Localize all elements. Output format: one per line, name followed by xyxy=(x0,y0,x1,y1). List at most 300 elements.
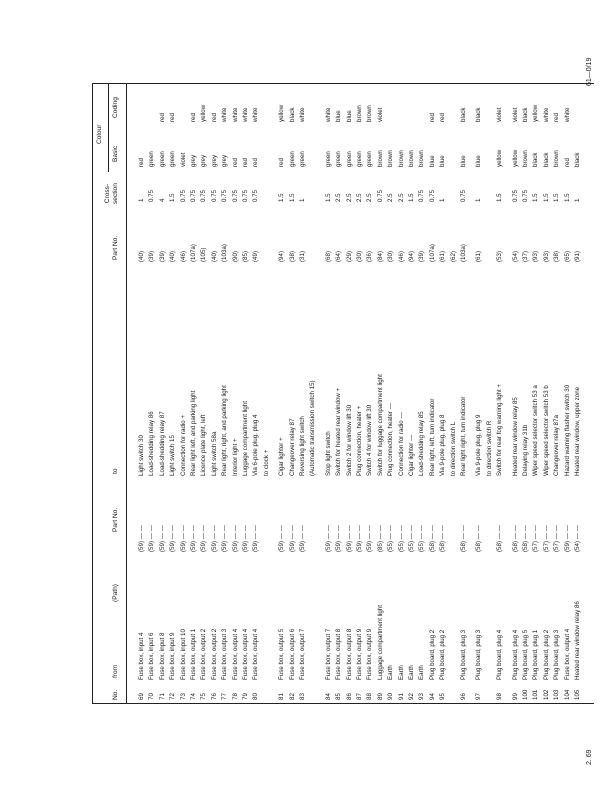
cell-to: Cigar lighter — xyxy=(408,434,415,476)
cell-coding: red xyxy=(439,113,447,122)
cell-basic: brown xyxy=(397,150,405,167)
footer-page-number: 61—0/19 xyxy=(586,57,593,86)
cell-from: Plug board, plug 2 xyxy=(439,629,447,680)
cell-pn1: (54) — — xyxy=(574,525,581,552)
cell-basic: green xyxy=(324,151,332,167)
cell-basic: grey xyxy=(200,154,208,167)
cell-basic: green xyxy=(335,151,343,167)
cell-pn2: (36) xyxy=(366,250,374,262)
cell-pn1: (57) — — xyxy=(542,525,550,552)
cell-coding: black xyxy=(460,107,467,122)
cell-basic: green xyxy=(345,151,353,167)
cell-to: Wiper speed selector switch 53 b xyxy=(542,385,550,476)
cell-pn1: (59) — — xyxy=(324,525,332,552)
cell-basic: green xyxy=(299,151,306,167)
cell-no: 100 xyxy=(522,689,529,700)
cell-no: 87 xyxy=(356,693,363,700)
cell-from: Fuse box, output 2 xyxy=(210,628,218,680)
cell-pn2: (103a) xyxy=(460,244,467,262)
cell-to: to direction switch R xyxy=(485,420,493,476)
cell-no: 76 xyxy=(210,693,218,700)
footer-date: 2. 69 xyxy=(586,749,593,765)
header-top-rule xyxy=(92,84,93,704)
cell-coding: white xyxy=(542,107,550,122)
cell-cs: 0.75 xyxy=(376,189,384,202)
cell-pn1: (59) — — xyxy=(335,525,343,552)
header-no: No. xyxy=(112,689,119,700)
cell-cs: 2.5 xyxy=(397,193,405,202)
cell-from: Plug board, plug 5 xyxy=(522,629,529,680)
cell-coding: yellow xyxy=(200,104,208,122)
cell-to: Via 9-pole plug, plug 9 xyxy=(475,414,483,476)
cell-to: Switch for heated rear window + xyxy=(335,387,343,476)
cell-coding: black xyxy=(522,107,529,122)
cell-from: Plug board, plug 2 xyxy=(542,629,550,680)
cell-to: Interior light + xyxy=(231,438,239,476)
cell-pn2: (84) xyxy=(376,250,384,262)
cell-from: Plug board, plug 4 xyxy=(511,629,519,680)
cell-cs: 1.5 xyxy=(278,193,286,202)
cell-to: Light switch 30 xyxy=(138,435,145,476)
header-path: (Path) xyxy=(112,584,119,602)
cell-from: Fuse box, output 8 xyxy=(335,628,343,680)
cell-basic: grey xyxy=(221,154,229,167)
cell-cs: 0.75 xyxy=(179,189,187,202)
cell-to: Switch 4 for window lift 30 xyxy=(366,404,374,476)
cell-pn1: (59) — — xyxy=(345,525,353,552)
cell-no: 69 xyxy=(138,693,145,700)
colour-group-rule xyxy=(108,84,109,172)
cell-pn2: (68) xyxy=(324,250,332,262)
cell-no: 84 xyxy=(324,693,332,700)
cell-basic: grey xyxy=(190,154,197,167)
cell-cs: 1 xyxy=(439,198,447,202)
cell-cs: 0.75 xyxy=(200,189,208,202)
cell-coding: yellow xyxy=(278,104,286,122)
cell-to: Rear light, left, turn indicator xyxy=(428,398,436,476)
cell-from: Earth xyxy=(418,665,426,680)
cell-pn1: (58) — — xyxy=(475,525,483,552)
cell-pn1: (55) — — xyxy=(397,525,405,552)
cell-basic: green xyxy=(158,151,166,167)
cell-pn2: (38) xyxy=(288,250,296,262)
cell-no: 96 xyxy=(460,693,467,700)
cell-basic: brown xyxy=(376,150,384,167)
cell-basic: brown xyxy=(418,150,426,167)
header-basic: Basic xyxy=(112,145,119,162)
cell-cs: 0.75 xyxy=(252,189,260,202)
cell-to: Switch for rear fog warning light + xyxy=(496,384,504,476)
cell-basic: brown xyxy=(522,150,529,167)
cell-coding: yellow xyxy=(532,104,540,122)
cell-basic: yellow xyxy=(496,149,504,167)
cell-pn2: (39) xyxy=(158,250,166,262)
cell-cs: 1 xyxy=(574,198,581,202)
cell-no: 70 xyxy=(148,693,156,700)
cell-pn2: (61) xyxy=(475,250,483,262)
cell-pn1: (59) — — xyxy=(179,525,187,552)
header-to: to xyxy=(112,468,119,474)
cell-pn1: (59) — — xyxy=(299,525,306,552)
cell-coding: brown xyxy=(366,105,374,122)
cell-no: 92 xyxy=(408,693,415,700)
cell-coding: red xyxy=(158,113,166,122)
cell-cs: 0.75 xyxy=(210,189,218,202)
cell-to: Switch for luggage compartment light xyxy=(376,374,384,476)
cell-from: Fuse box, output 7 xyxy=(324,628,332,680)
cell-cs: 1.5 xyxy=(532,193,540,202)
cell-to: Plug connection, heater — xyxy=(387,403,395,476)
cell-no: 91 xyxy=(397,693,405,700)
cell-pn1: (58) — — xyxy=(522,525,529,552)
cell-from: Plug board, plug 3 xyxy=(460,629,467,680)
cell-no: 88 xyxy=(366,693,374,700)
cell-pn2: (40) xyxy=(210,250,218,262)
cell-pn2: (39) xyxy=(148,250,156,262)
cell-coding: white xyxy=(242,107,249,122)
cell-pn1: (59) — — xyxy=(169,525,177,552)
cell-no: 101 xyxy=(532,689,540,700)
cell-from: Fuse box, output 4 xyxy=(563,628,571,680)
cell-no: 83 xyxy=(299,693,306,700)
cell-cs: 1.5 xyxy=(288,193,296,202)
cell-no: 104 xyxy=(563,689,571,700)
cell-no: 81 xyxy=(278,693,286,700)
header-colour: Colour xyxy=(96,124,103,144)
cell-coding: red xyxy=(210,113,218,122)
cell-pn2: (49) xyxy=(252,250,260,262)
cell-from: Fuse box, input 10 xyxy=(179,629,187,680)
cell-pn1: (59) — — xyxy=(231,525,239,552)
cell-no: 74 xyxy=(190,693,197,700)
cell-to: Rear light left, and parking light xyxy=(190,390,197,476)
cell-to: Plug connection, heater + xyxy=(356,405,363,476)
cell-basic: green xyxy=(356,151,363,167)
cell-pn1: (59) — — xyxy=(148,525,156,552)
cell-pn2: (40) xyxy=(138,250,145,262)
cell-from: Fuse box, output 9 xyxy=(366,628,374,680)
cell-to: Luggage compartment light xyxy=(242,401,249,476)
cell-pn2: (105) xyxy=(200,247,208,262)
cell-pn1: (58) — — xyxy=(439,525,447,552)
cell-to: (Automatic transmission switch 15) xyxy=(309,380,317,476)
cell-pn1: (59) — — xyxy=(200,525,208,552)
cell-to: Load-shedding relay 87 xyxy=(158,411,166,476)
cell-pn2: (85) xyxy=(242,250,249,262)
cell-pn1: (59) — — xyxy=(210,525,218,552)
cell-basic: brown xyxy=(553,150,561,167)
cell-pn2: (38) xyxy=(553,250,561,262)
cell-cs: 0.75 xyxy=(190,189,197,202)
cell-to: Changeover relay 87a xyxy=(553,415,561,476)
cell-cs: 0.75 xyxy=(221,189,229,202)
cell-coding: red xyxy=(169,113,177,122)
cell-cs: 2.5 xyxy=(356,193,363,202)
cell-to: Connection for radio + xyxy=(179,414,187,476)
cell-from: Earth xyxy=(408,665,415,680)
cell-to: Hazard warning flasher switch 30 xyxy=(563,384,571,476)
cell-coding: brown xyxy=(356,105,363,122)
cell-cs: 0.75 xyxy=(242,189,249,202)
header-from: from xyxy=(112,664,119,678)
cell-cs: 4 xyxy=(158,198,166,202)
cell-to: to clock + xyxy=(262,449,270,476)
cell-basic: yellow xyxy=(511,149,519,167)
cell-pn1: (55) — — xyxy=(418,525,426,552)
cell-pn2: (39) xyxy=(418,250,426,262)
cell-no: 82 xyxy=(288,693,296,700)
cell-to: Switch 2 for window lift 30 xyxy=(345,404,353,476)
cell-pn2: (37) xyxy=(522,250,529,262)
cell-no: 94 xyxy=(428,693,436,700)
cell-to: Via 9-pole plug, plug 8 xyxy=(439,414,447,476)
cell-basic: black xyxy=(542,152,550,167)
cell-cs: 0.75 xyxy=(148,189,156,202)
cell-pn1: (85) — — xyxy=(376,525,384,552)
cell-basic: red xyxy=(278,158,286,167)
cell-pn2: (40) xyxy=(169,250,177,262)
cell-to: Heated rear window, upper zone xyxy=(574,386,581,476)
cell-basic: green xyxy=(366,151,374,167)
cell-pn1: (59) — — xyxy=(366,525,374,552)
cell-cs: 0.75 xyxy=(428,189,436,202)
cell-to: Load-shedding relay 86 xyxy=(148,411,156,476)
cell-pn2: (94) xyxy=(408,250,415,262)
cell-coding: white xyxy=(221,107,229,122)
cell-no: 79 xyxy=(242,693,249,700)
cell-from: Plug board, plug 4 xyxy=(496,629,504,680)
cell-from: Earth xyxy=(387,665,395,680)
cell-basic: black xyxy=(532,152,540,167)
cell-no: 89 xyxy=(376,693,384,700)
cell-to: Delaying relay 31b xyxy=(522,424,529,476)
cell-from: Fuse box, input 4 xyxy=(138,632,145,680)
cell-pn1: (57) — — xyxy=(553,525,561,552)
cell-from: Luggage compartment light xyxy=(376,605,384,680)
cell-cs: 0.75 xyxy=(418,189,426,202)
cell-cs: 1.5 xyxy=(408,193,415,202)
cell-no: 93 xyxy=(418,693,426,700)
cell-to: Load-shedding relay 85 xyxy=(418,411,426,476)
cell-from: Fuse box, output 4 xyxy=(242,628,249,680)
cell-pn2: (93) xyxy=(542,250,550,262)
cell-pn1: (59) — — xyxy=(278,525,286,552)
cell-to: Reversing light switch xyxy=(299,416,306,476)
cell-pn2: (91) xyxy=(574,250,581,262)
cell-coding: black xyxy=(288,107,296,122)
cell-pn1: (58) — — xyxy=(428,525,436,552)
cell-pn1: (59) — — xyxy=(138,525,145,552)
cell-pn2: (54) xyxy=(511,250,519,262)
cell-from: Fuse box, output 7 xyxy=(299,628,306,680)
cell-from: Fuse box, output 4 xyxy=(231,628,239,680)
cell-no: 75 xyxy=(200,693,208,700)
cell-cs: 2.5 xyxy=(345,193,353,202)
cell-pn2: (94) xyxy=(278,250,286,262)
cell-from: Fuse box, input 9 xyxy=(169,632,177,680)
cell-basic: brown xyxy=(387,150,395,167)
cell-pn2: (53) xyxy=(496,250,504,262)
cell-basic: violet xyxy=(179,152,187,167)
cell-pn1: (59) — — xyxy=(563,525,571,552)
cell-basic: red xyxy=(242,158,249,167)
cell-coding: violet xyxy=(496,107,504,122)
cell-from: Fuse box, output 6 xyxy=(288,628,296,680)
cell-from: Fuse box, output 9 xyxy=(356,628,363,680)
cell-no: 85 xyxy=(335,693,343,700)
header-part-no-1: Part No. xyxy=(112,507,119,532)
cell-pn2: (29) xyxy=(345,250,353,262)
cell-cs: 1 xyxy=(138,198,145,202)
cell-to: Stop light switch xyxy=(324,431,332,476)
cell-pn2: (90) xyxy=(231,250,239,262)
cell-basic: red xyxy=(138,158,145,167)
cell-cs: 2.5 xyxy=(387,193,395,202)
cell-coding: white xyxy=(252,107,260,122)
cell-pn2: (93) xyxy=(532,250,540,262)
cell-cs: 1.5 xyxy=(542,193,550,202)
cell-to: Heated rear window relay 85 xyxy=(511,397,519,476)
cell-from: Fuse box, input 8 xyxy=(158,632,166,680)
cell-basic: red xyxy=(563,158,571,167)
cell-pn2: (107a) xyxy=(428,244,436,262)
cell-pn1: (59) — — xyxy=(190,525,197,552)
cell-pn1: (59) — — xyxy=(288,525,296,552)
cell-to: Rear light, right, and parking light xyxy=(221,385,229,476)
cell-to: Wiper speed selector switch 53 a xyxy=(532,385,540,476)
cell-from: Fuse box, output 2 xyxy=(200,628,208,680)
cell-no: 90 xyxy=(387,693,395,700)
cell-no: 86 xyxy=(345,693,353,700)
cell-pn2: (61) xyxy=(439,250,447,262)
cell-from: Plug board, plug 3 xyxy=(553,629,561,680)
cell-cs: 1.5 xyxy=(563,193,571,202)
cell-coding: white xyxy=(563,107,571,122)
cell-cs: 1 xyxy=(299,198,306,202)
cell-pn1: (58) — — xyxy=(460,525,467,552)
cell-no: 98 xyxy=(496,693,504,700)
cell-from: Fuse box, output 5 xyxy=(278,628,286,680)
cell-pn1: (59) — — xyxy=(252,525,260,552)
cell-from: Fuse box, output 1 xyxy=(190,628,197,680)
cell-coding: violet xyxy=(511,107,519,122)
cell-cs: 1 xyxy=(475,198,483,202)
cell-basic: red xyxy=(231,158,239,167)
cell-no: 73 xyxy=(179,693,187,700)
cell-to: Cigar lighter + xyxy=(278,437,286,476)
cell-coding: white xyxy=(299,107,306,122)
cell-pn2: (64) xyxy=(335,250,343,262)
cell-from: Plug board, plug 3 xyxy=(475,629,483,680)
cell-basic: blue xyxy=(428,155,436,167)
cell-cs: 1.5 xyxy=(553,193,561,202)
cell-to: Changeover relay 87 xyxy=(288,418,296,476)
cell-basic: green xyxy=(288,151,296,167)
cell-no: 78 xyxy=(231,693,239,700)
cell-pn2: (46) xyxy=(397,250,405,262)
cell-to: Connection for radio — xyxy=(397,412,405,476)
cell-basic: grey xyxy=(210,154,218,167)
cell-pn1: (59) — — xyxy=(158,525,166,552)
cell-cs: 1.5 xyxy=(324,193,332,202)
cell-no: 77 xyxy=(221,693,229,700)
cell-pn1: (59) — — xyxy=(221,525,229,552)
cell-pn2: (65) xyxy=(563,250,571,262)
cell-pn1: (55) — — xyxy=(387,525,395,552)
cell-cs: 0.75 xyxy=(231,189,239,202)
cell-pn2: (30) xyxy=(356,250,363,262)
cell-from: Fuse box, output 3 xyxy=(221,628,229,680)
cell-to: to direction switch L xyxy=(449,421,457,476)
cell-cs: 0.75 xyxy=(522,189,529,202)
cell-coding: red xyxy=(428,113,436,122)
cell-from: Plug board, plug 1 xyxy=(532,629,540,680)
cell-no: 99 xyxy=(511,693,519,700)
cell-from: Fuse box, input 6 xyxy=(148,632,156,680)
cell-pn1: (58) — — xyxy=(496,525,504,552)
cell-cs: 2.5 xyxy=(335,193,343,202)
cell-no: 80 xyxy=(252,693,260,700)
cell-no: 71 xyxy=(158,693,166,700)
cell-pn1: (59) — — xyxy=(242,525,249,552)
cell-coding: white xyxy=(324,107,332,122)
cell-no: 95 xyxy=(439,693,447,700)
cell-to: Via 6-pole plug, plug 4 xyxy=(252,414,260,476)
header-bottom-rule xyxy=(126,84,127,704)
cell-from: Heated rear window relay 86 xyxy=(574,601,581,680)
cell-pn2: (103a) xyxy=(221,244,229,262)
cell-coding: blue xyxy=(345,110,353,122)
cell-basic: red xyxy=(252,158,260,167)
cell-basic: brown xyxy=(408,150,415,167)
cell-from: Plug board, plug 2 xyxy=(428,629,436,680)
cell-pn2: (46) xyxy=(179,250,187,262)
cell-cs: 2.5 xyxy=(366,193,374,202)
cell-from: Fuse box, output 4 xyxy=(252,628,260,680)
cell-basic: blue xyxy=(475,155,483,167)
cell-pn1: (57) — — xyxy=(532,525,540,552)
cell-basic: green xyxy=(148,151,156,167)
header-coding: Coding xyxy=(112,97,119,118)
cell-from: Fuse box, output 8 xyxy=(345,628,353,680)
cell-pn1: (55) — — xyxy=(408,525,415,552)
cell-to: Rear light right, turn indicator xyxy=(460,396,467,476)
cell-basic: blue xyxy=(460,155,467,167)
cell-no: 97 xyxy=(475,693,483,700)
cell-to: Licence plate light, left xyxy=(200,414,208,476)
cell-basic: blue xyxy=(439,155,447,167)
cell-pn2: (62) xyxy=(449,250,457,262)
cell-from: Earth xyxy=(397,665,405,680)
left-border xyxy=(92,703,594,704)
cell-cs: 0.75 xyxy=(460,189,467,202)
cell-pn2: (107a) xyxy=(190,244,197,262)
right-border xyxy=(92,83,594,84)
header-cross-section: Cross- section xyxy=(104,183,119,204)
cell-coding: violet xyxy=(376,107,384,122)
cell-cs: 1.5 xyxy=(496,193,504,202)
cell-basic: black xyxy=(574,152,581,167)
cell-coding: red xyxy=(190,113,197,122)
cell-no: 72 xyxy=(169,693,177,700)
cell-coding: black xyxy=(475,107,483,122)
cell-to: Light switch 15 xyxy=(169,435,177,476)
cell-coding: blue xyxy=(335,110,343,122)
cell-cs: 1.5 xyxy=(169,193,177,202)
cell-basic: green xyxy=(169,151,177,167)
cell-no: 102 xyxy=(542,689,550,700)
cell-no: 103 xyxy=(553,689,561,700)
